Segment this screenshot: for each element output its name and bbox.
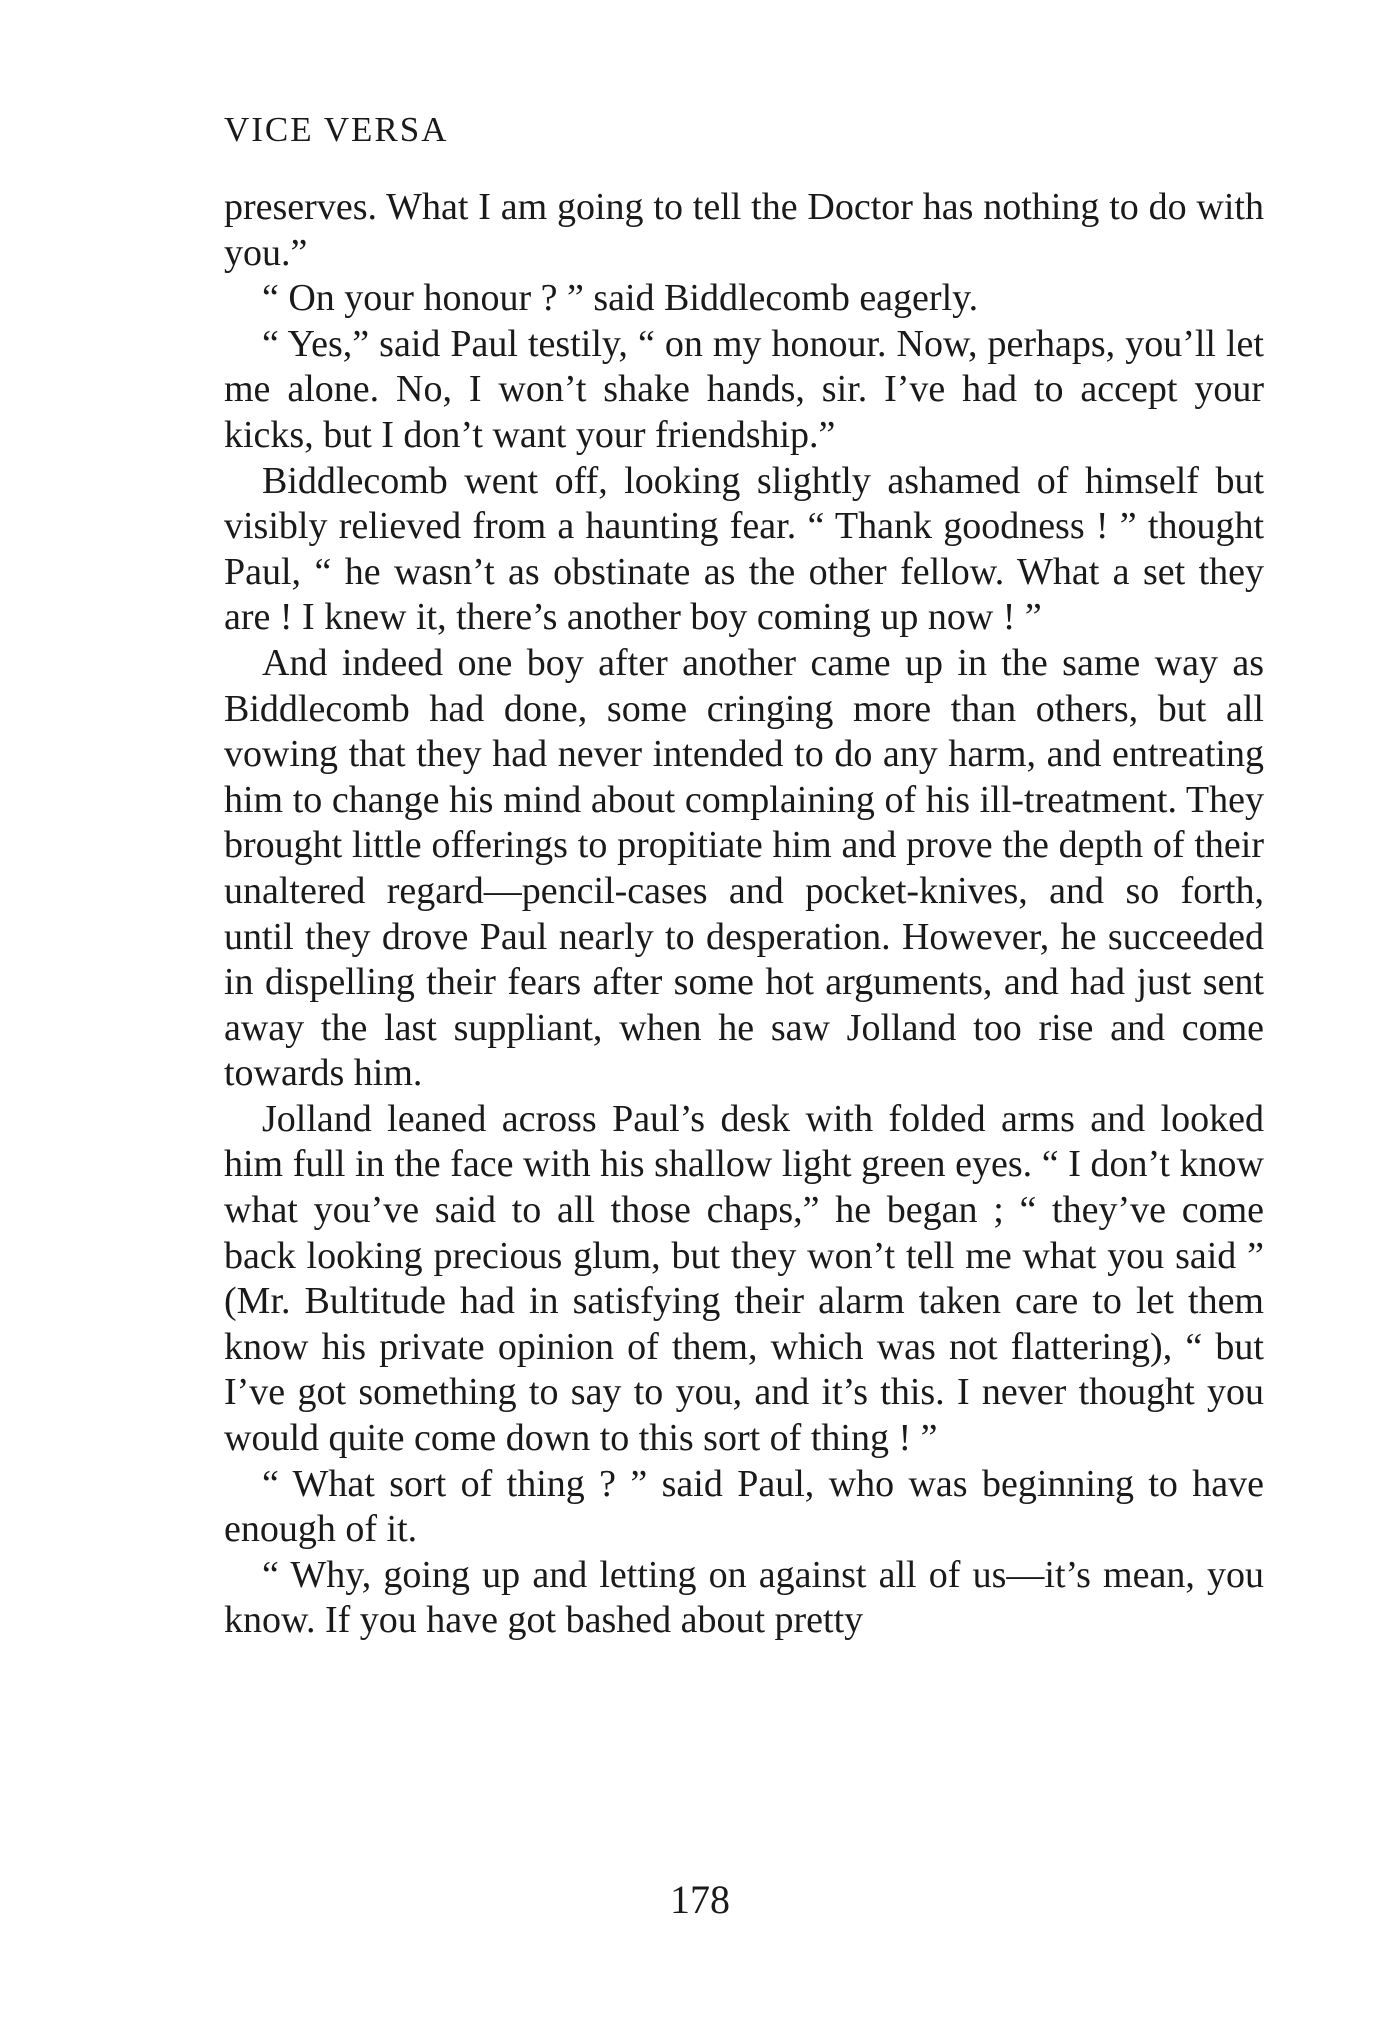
paragraph: Biddlecomb went off, looking slightly ashamed of himself but visibly relieved from a haunting fear. “ Thank goodness ! ” thought Paul, “ he wasn’t as obstinate as the other fellow. What a set they are ! I knew it, there’s another boy coming up now ! ” — [224, 459, 1264, 639]
paragraph: “ On your honour ? ” said Biddlecomb eagerly. — [262, 277, 979, 320]
body-text — [224, 185, 1264, 1644]
paragraph: And indeed one boy after another came up in the same way as Biddlecomb had done, some cringing more than others, but all vowing that they had never intended to do any harm, and entreating him to change his mind about complaining of his ill-treatment. They brought little offerings to propitiate him and prove the depth of their unaltered regard—pencil-cases and pocket-knives, and so forth, until they drove Paul nearly to desperation. However, he succeeded in dispelling their fears after some hot arguments, and had just sent away the last suppliant, when he saw Jolland too rise and come towards him. — [224, 641, 1264, 1095]
paragraph: preserves. What I am going to tell the Doctor has nothing to do with you.” — [224, 186, 1264, 274]
running-head: VICE VERSA — [224, 110, 449, 149]
page-number: 178 — [670, 1877, 730, 1922]
paragraph: “ Why, going up and letting on against all of us—it’s mean, you know. If you have got bashed about pretty — [224, 1553, 1264, 1642]
paragraph: “ Yes,” said Paul testily, “ on my honour. Now, perhaps, you’ll let me alone. No, I won’t shake hands, sir. I’ve had to accept your kicks, but I don’t want your friendship.” — [224, 322, 1264, 456]
paragraph: “ What sort of thing ? ” said Paul, who was beginning to have enough of it. — [224, 1462, 1264, 1551]
paragraph: Jolland leaned across Paul’s desk with folded arms and looked him full in the face with his shallow light green eyes. “ I don’t know what you’ve said to all those chaps,” he began ; “ they’ve come back looking precious glum, but they won’t tell me what you said ” (Mr. Bultitude had in satisfying their alarm taken care to let them know his private opinion of them, which was not flattering), “ but I’ve got something to say to you, and it’s this. I never thought you would quite come down to this sort of thing ! ” — [224, 1097, 1264, 1460]
